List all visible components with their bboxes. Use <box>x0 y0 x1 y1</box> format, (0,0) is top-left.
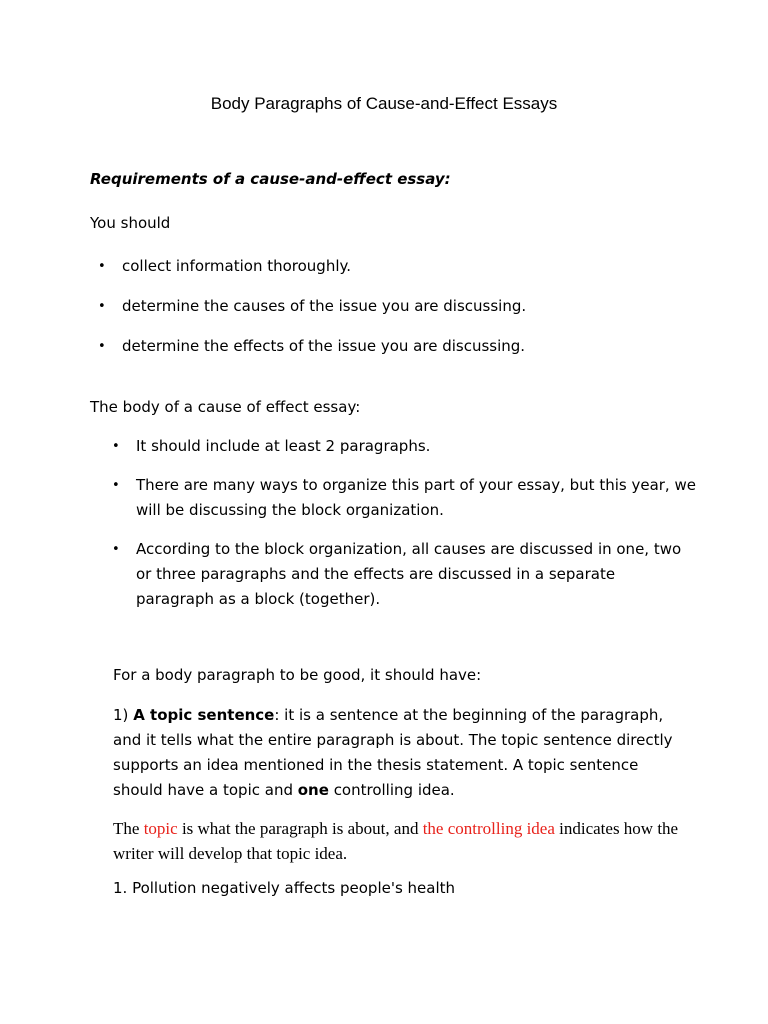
requirements-list <box>98 254 722 374</box>
you-should-text: You should <box>90 214 171 232</box>
bullet-icon: • <box>98 339 106 354</box>
list-item: • determine the effects of the issue you are discussing. <box>122 334 722 359</box>
list-item: • It should include at least 2 paragraphs. <box>136 434 696 459</box>
good-paragraph-intro: For a body paragraph to be good, it should have: <box>113 666 482 684</box>
body-list <box>112 434 696 626</box>
definition-paragraph: The topic is what the paragraph is about, and the controlling idea indicates how the writer will develop that topic idea. <box>113 819 679 863</box>
bullet-icon: • <box>112 478 120 493</box>
list-item: • There are many ways to organize this part of your essay, but this year, we will be discussing the block organization. <box>136 473 696 523</box>
topic-sentence-term: A topic sentence <box>133 706 275 724</box>
list-item: • collect information thoroughly. <box>122 254 722 279</box>
emphasis-one: one <box>297 781 329 799</box>
topic-highlight: topic <box>143 819 178 838</box>
bullet-icon: • <box>112 542 120 557</box>
item-number: 1) <box>113 706 129 724</box>
requirements-heading: Requirements of a cause-and-effect essay: <box>90 170 451 188</box>
document-title: Body Paragraphs of Cause-and-Effect Essays <box>210 94 558 113</box>
example-sentence: 1. Pollution negatively affects people's health <box>113 879 456 897</box>
bullet-icon: • <box>98 259 106 274</box>
topic-sentence-paragraph: 1) A topic sentence: it is a sentence at the beginning of the paragraph, and it tells what the entire paragraph is about. The topic sentence directly supports an idea mentioned in the thesis statement. A topic sentence should have a topic and one controlling idea. <box>113 706 673 799</box>
list-item: • determine the causes of the issue you are discussing. <box>122 294 722 319</box>
body-intro-text: The body of a cause of effect essay: <box>90 398 361 416</box>
bullet-icon: • <box>98 299 106 314</box>
list-item: • According to the block organization, all causes are discussed in one, two or three paragraphs and the effects are discussed in a separate paragraph as a block (together). <box>136 537 696 612</box>
controlling-idea-highlight: the controlling idea <box>422 819 555 838</box>
bullet-icon: • <box>112 439 120 454</box>
